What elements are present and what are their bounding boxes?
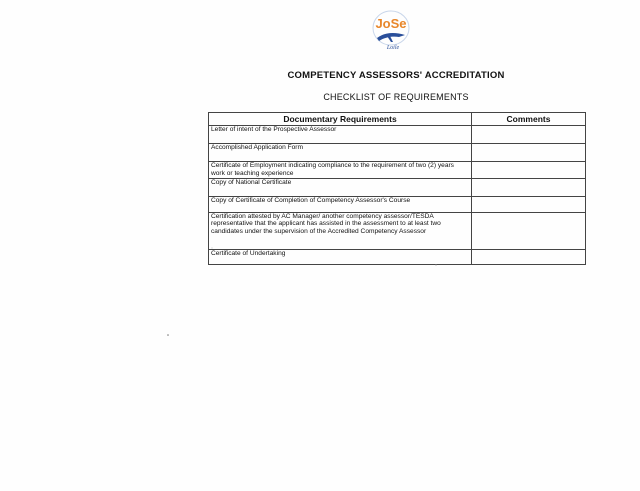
requirement-cell: Certificate of Undertaking [209,249,472,264]
comment-cell[interactable] [472,126,586,144]
table-row [209,126,586,144]
logo-tagline: Loile [386,45,400,51]
comment-cell[interactable] [472,249,586,264]
requirements-checklist-table [208,112,586,265]
requirement-cell: Certification attested by AC Manager/ another competency assessor/TESDA representative that the applicant has assisted in the assessment to at least two candidates under the supervision of the Accredited Competency Assessor [209,212,472,249]
comment-cell[interactable] [472,196,586,212]
header-documentary-requirements: Documentary Requirements [209,113,472,126]
document-title: COMPETENCY ASSESSORS' ACCREDITATION [287,70,505,81]
table-row [209,196,586,212]
comment-cell[interactable] [472,144,586,162]
table-row [209,178,586,196]
table-row [209,249,586,264]
comment-cell[interactable] [472,178,586,196]
header-comments: Comments [472,113,586,126]
comment-cell[interactable] [472,162,586,179]
jose-logo-icon [371,8,411,54]
requirement-cell: Accomplished Application Form [209,144,472,162]
logo-text: JoSe [375,16,407,31]
document-subtitle: CHECKLIST OF REQUIREMENTS [323,92,469,102]
table-row [209,144,586,162]
table-header-row [209,113,586,126]
comment-cell[interactable] [472,212,586,249]
requirement-cell: Copy of National Certificate [209,178,472,196]
table-row [209,162,586,179]
requirement-cell: Certificate of Employment indicating compliance to the requirement of two (2) years work or teaching experience [209,162,472,179]
requirement-cell: Letter of intent of the Prospective Assessor [209,126,472,144]
requirement-cell: Copy of Certificate of Completion of Competency Assessor's Course [209,196,472,212]
table-row [209,212,586,249]
